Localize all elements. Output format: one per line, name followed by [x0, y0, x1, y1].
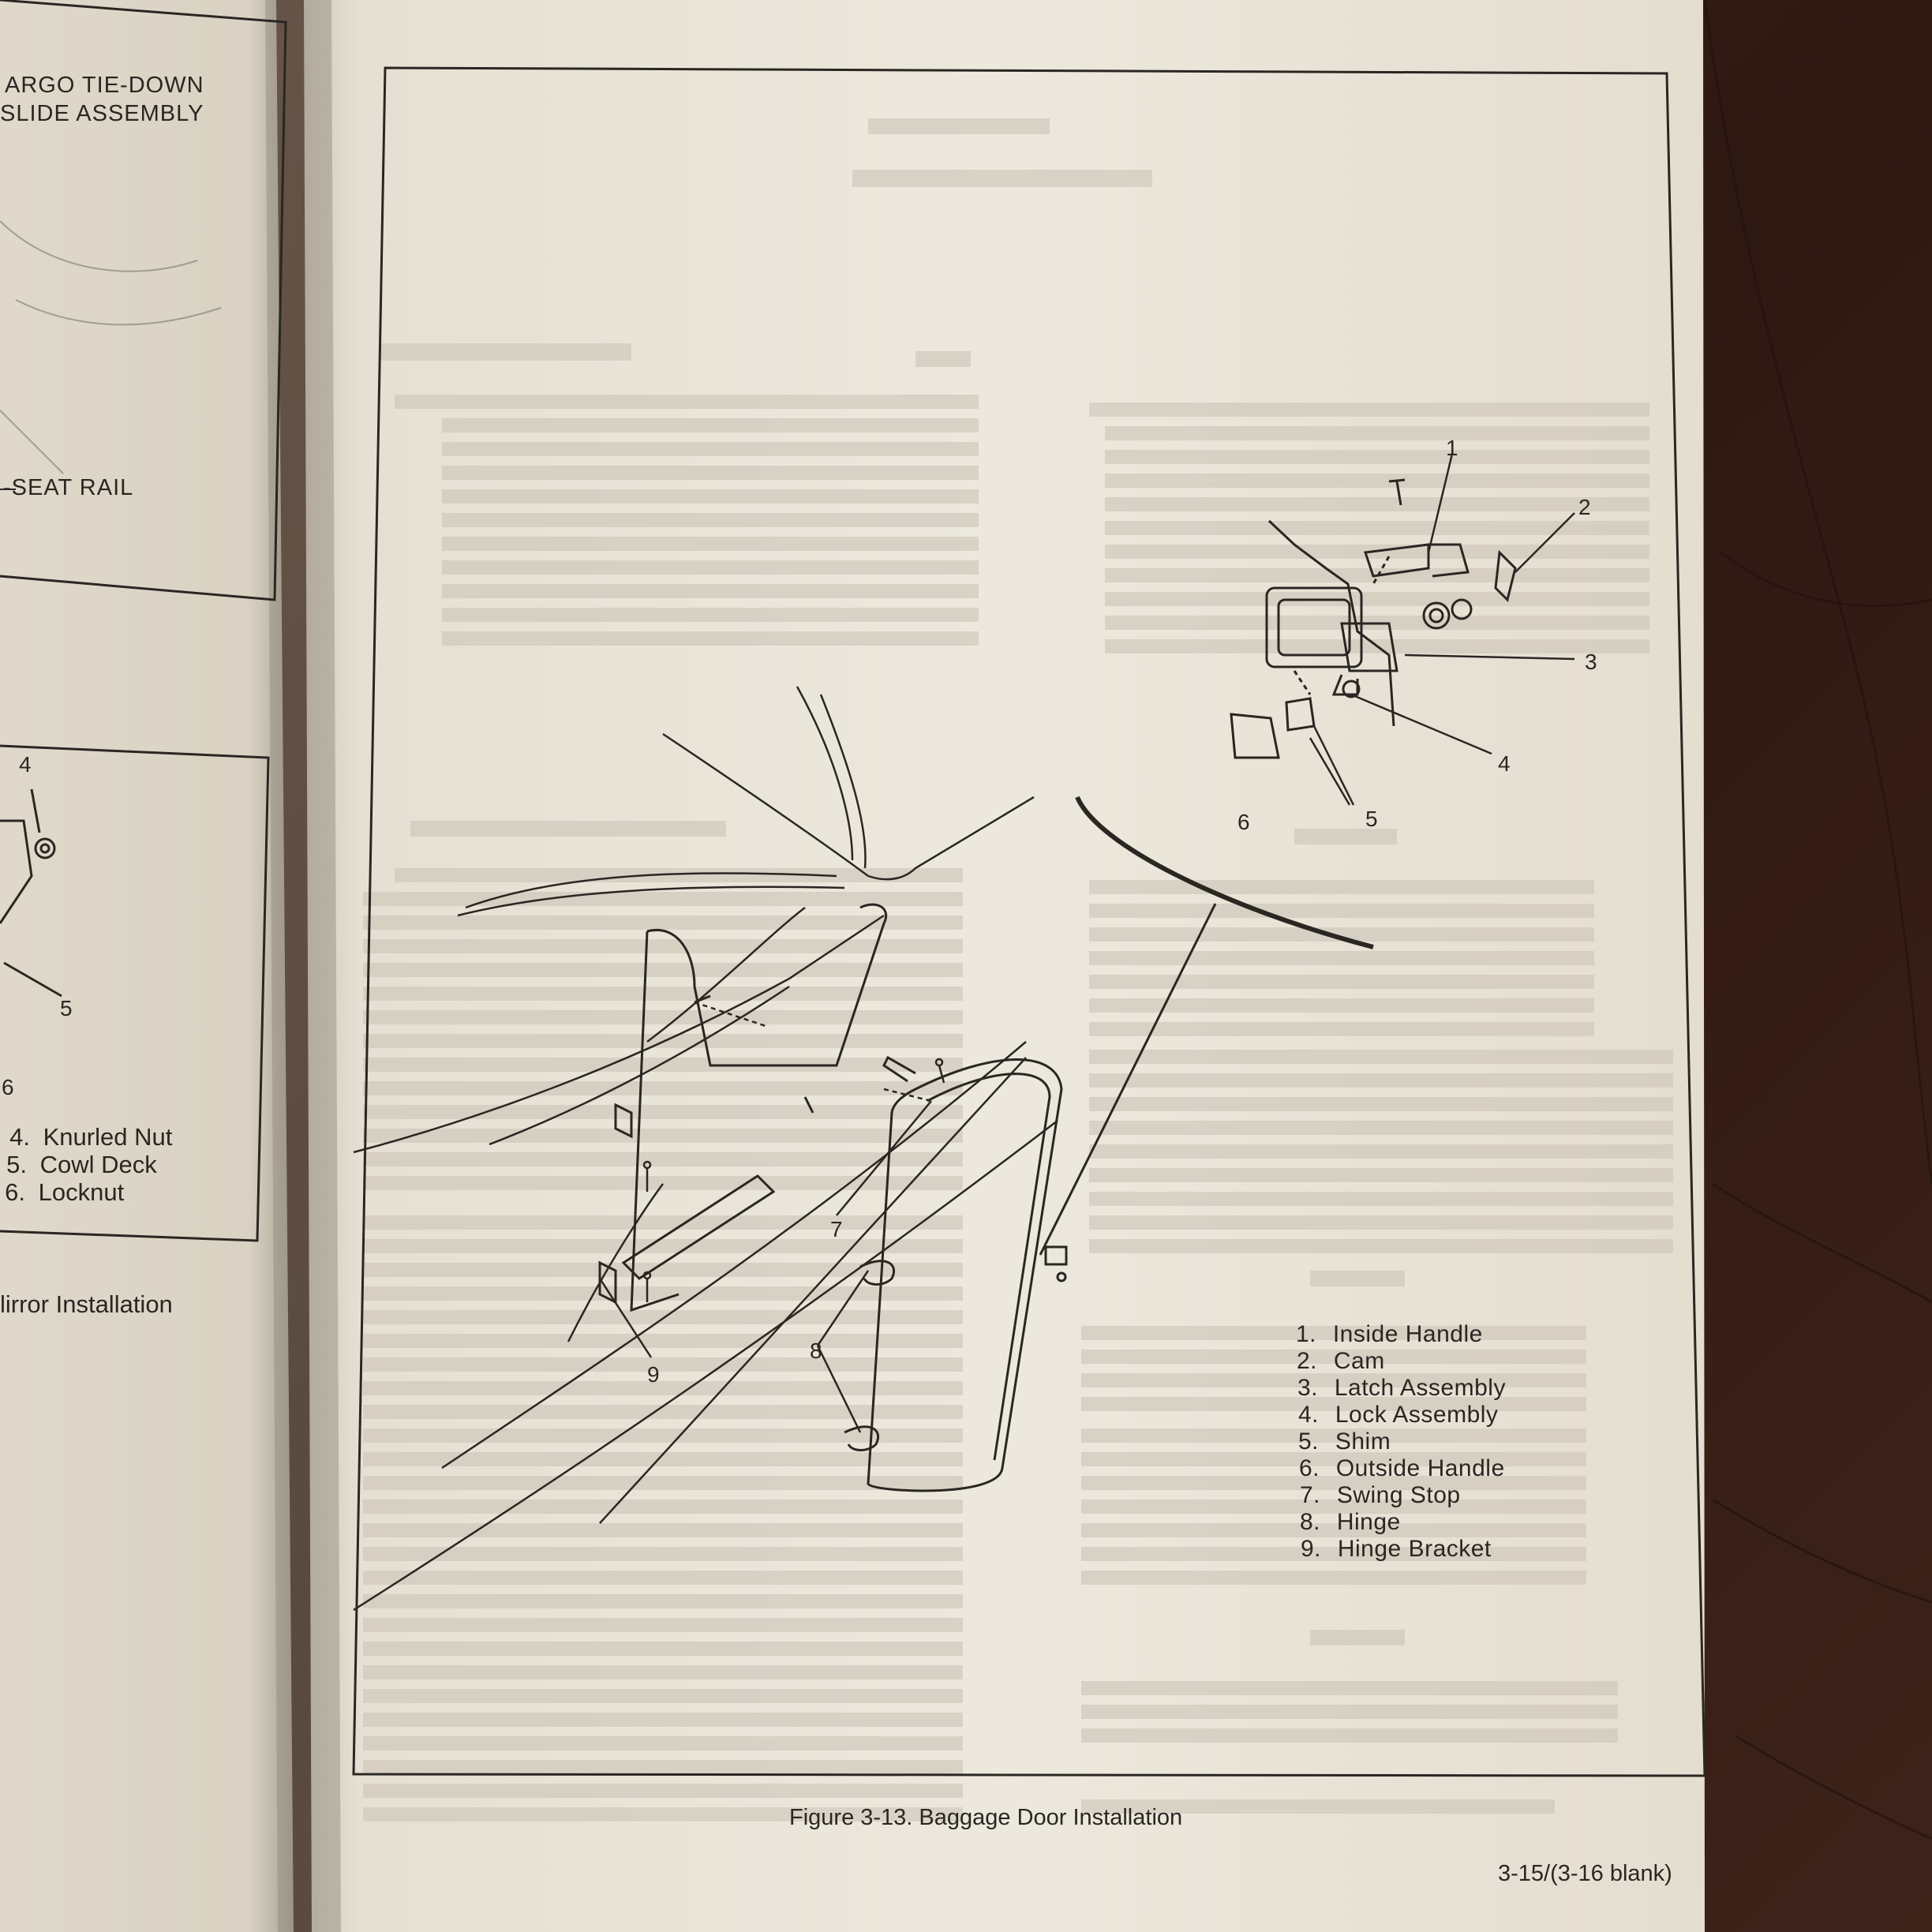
left-parts-item-1 [0, 1123, 172, 1151]
left-page [0, 0, 294, 1932]
callout-4: 4 [1498, 751, 1511, 776]
legend-name: Latch Assembly [1334, 1375, 1506, 1401]
callout-6: 6 [1237, 810, 1250, 834]
figure-caption: Figure 3-13. Baggage Door Installation [789, 1805, 1183, 1830]
left-parts-item-3 [0, 1178, 124, 1207]
legend-num: 2. [1296, 1348, 1317, 1374]
left-callout-6: 6 [2, 1075, 14, 1099]
cargo-caption-line2: SLIDE ASSEMBLY [0, 101, 204, 126]
callout-9: 9 [647, 1362, 660, 1387]
legend-name: Hinge [1336, 1509, 1401, 1535]
legend-item-3 [1286, 1375, 1506, 1402]
left-parts-name: Locknut [38, 1178, 125, 1206]
left-callout-5: 5 [60, 996, 73, 1020]
left-figure-caption: lirror Installation [0, 1290, 173, 1318]
callout-7: 7 [830, 1217, 843, 1241]
legend-name: Lock Assembly [1335, 1402, 1499, 1428]
legend-item-9 [1290, 1536, 1509, 1563]
legend-name: Hinge Bracket [1337, 1536, 1492, 1562]
left-parts-num: 6. [5, 1178, 25, 1206]
callout-3: 3 [1585, 650, 1597, 674]
legend-item-5 [1287, 1428, 1507, 1455]
page-number: 3-15/(3-16 blank) [1498, 1861, 1672, 1886]
legend-item-6 [1288, 1455, 1507, 1482]
legend-num: 7. [1299, 1482, 1320, 1508]
legend-item-7 [1289, 1482, 1508, 1509]
parts-legend [1285, 1321, 1504, 1563]
gutter-shadow [265, 0, 341, 1932]
left-parts-num: 4. [9, 1123, 30, 1151]
left-parts-item-2 [0, 1151, 157, 1179]
legend-num: 8. [1299, 1509, 1320, 1535]
left-callout-4: 4 [19, 752, 32, 777]
legend-item-8 [1289, 1509, 1508, 1536]
legend-num: 6. [1298, 1455, 1320, 1481]
legend-num: 5. [1297, 1428, 1319, 1455]
seat-rail-label: -SEAT RAIL [3, 475, 134, 500]
legend-num: 1. [1295, 1321, 1316, 1347]
legend-num: 4. [1297, 1402, 1319, 1428]
legend-item-2 [1286, 1348, 1505, 1375]
left-parts-name: Knurled Nut [43, 1123, 173, 1151]
legend-name: Swing Stop [1336, 1482, 1461, 1508]
legend-name: Cam [1333, 1348, 1385, 1374]
legend-item-1 [1285, 1321, 1504, 1348]
callout-2: 2 [1578, 495, 1591, 519]
legend-name: Shim [1335, 1428, 1391, 1455]
legend-num: 9. [1300, 1536, 1321, 1562]
legend-item-4 [1287, 1402, 1507, 1428]
callout-1: 1 [1446, 436, 1458, 460]
legend-name: Outside Handle [1335, 1455, 1505, 1481]
left-parts-num: 5. [6, 1151, 27, 1178]
legend-name: Inside Handle [1332, 1321, 1483, 1347]
cargo-caption-line1: ARGO TIE-DOWN [5, 73, 204, 98]
callout-8: 8 [810, 1339, 822, 1363]
legend-num: 3. [1297, 1375, 1318, 1401]
left-parts-name: Cowl Deck [39, 1151, 157, 1178]
callout-5: 5 [1365, 807, 1378, 831]
